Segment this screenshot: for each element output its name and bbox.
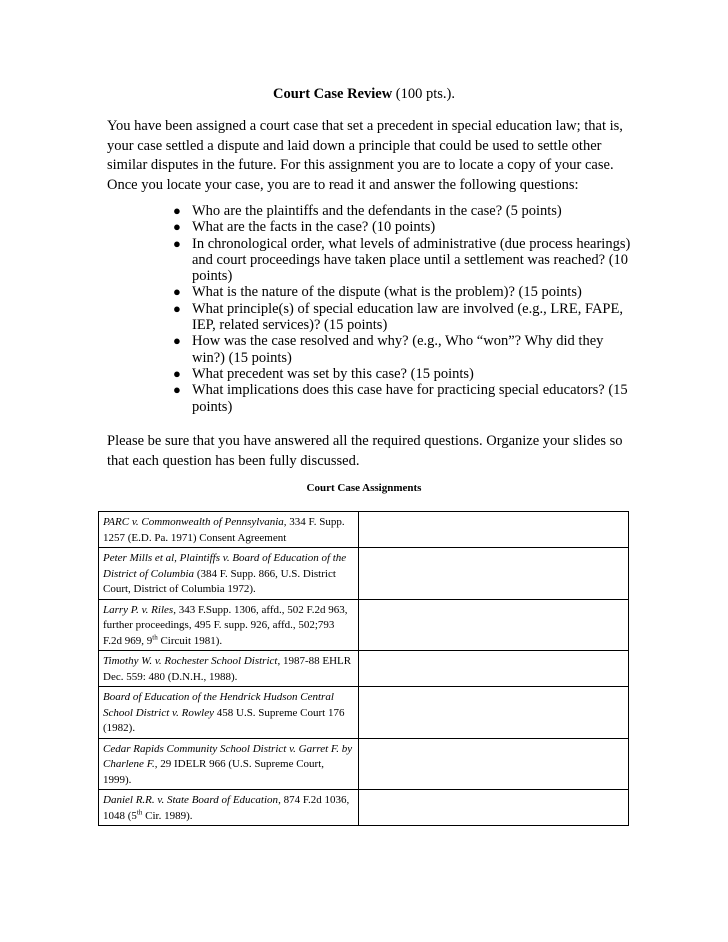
case-citation: 458 U.S. Supreme Court 176 (1982). bbox=[103, 706, 345, 734]
question-text: What is the nature of the dispute (what is the problem)? (15 points) bbox=[192, 284, 582, 301]
question-item bbox=[173, 333, 633, 366]
case-citation: 334 F. Supp. 1257 (E.D. Pa. 1971) Consent Agreement bbox=[103, 516, 345, 544]
case-name: PARC v. Commonwealth of Pennsylvania, bbox=[103, 516, 287, 528]
assignment-cell bbox=[359, 548, 629, 600]
case-citation-tail: Cir. 1989). bbox=[142, 809, 193, 822]
question-item bbox=[173, 366, 633, 382]
table-row bbox=[99, 512, 629, 548]
ordinal-suffix: th bbox=[136, 807, 143, 816]
title-points: (100 pts.). bbox=[392, 86, 456, 102]
case-name: Larry P. v. Riles bbox=[103, 603, 174, 616]
case-citation-tail: Circuit 1981). bbox=[157, 634, 223, 647]
bullet-icon: ● bbox=[173, 284, 181, 300]
case-name: Cedar Rapids Community School District v. Garret F. by Charlene F. bbox=[103, 742, 353, 770]
bullet-icon: ● bbox=[173, 365, 181, 381]
bullet-icon: ● bbox=[173, 203, 181, 218]
case-cell bbox=[99, 548, 359, 600]
bullet-icon: ● bbox=[173, 300, 181, 316]
case-name: Peter Mills et al, Plaintiffs v. Board of Education of the District of Columbia bbox=[103, 552, 347, 580]
case-assignments-table bbox=[98, 511, 629, 826]
case-cell bbox=[99, 599, 359, 651]
case-cell bbox=[99, 512, 359, 548]
assignment-cell bbox=[359, 738, 629, 790]
table-row bbox=[99, 548, 629, 600]
ordinal-suffix: th bbox=[152, 632, 158, 641]
question-text: What principle(s) of special education law are involved (e.g., LRE, FAPE, IEP, related services)? (15 points) bbox=[192, 300, 623, 334]
assignment-cell bbox=[359, 599, 629, 651]
assignment-cell bbox=[359, 651, 629, 687]
case-citation: , 874 F.2d 1036, 1048 (5 bbox=[103, 794, 350, 822]
table-title: Court Case Assignments bbox=[306, 482, 422, 494]
bullet-icon: ● bbox=[173, 382, 181, 398]
case-cell bbox=[99, 687, 359, 739]
question-text: What implications does this case have for practicing special educators? (15 points) bbox=[192, 382, 628, 415]
table-row bbox=[99, 738, 629, 790]
page-title bbox=[0, 86, 728, 103]
table-row bbox=[99, 599, 629, 651]
case-name: Daniel R.R. v. State Board of Education bbox=[103, 794, 279, 806]
assignment-cell bbox=[359, 687, 629, 739]
case-citation: , 1987-88 EHLR Dec. 559: 480 (D.N.H., 1988). bbox=[103, 655, 352, 683]
case-cell bbox=[99, 790, 359, 826]
case-cell bbox=[99, 738, 359, 790]
questions-list bbox=[173, 203, 633, 415]
case-name: Board of Education of the Hendrick Hudson Central School District v. Rowley bbox=[103, 691, 334, 719]
bullet-icon: ● bbox=[173, 333, 181, 349]
case-name: Timothy W. v. Rochester School District bbox=[103, 655, 278, 667]
table-row bbox=[99, 651, 629, 687]
question-text: Who are the plaintiffs and the defendants in the case? (5 points) bbox=[192, 203, 562, 219]
question-item bbox=[173, 203, 633, 219]
bullet-icon: ● bbox=[173, 219, 181, 235]
table-row bbox=[99, 790, 629, 826]
question-item bbox=[173, 236, 633, 285]
intro-paragraph: You have been assigned a court case that set a precedent in special education law; that is, your case settled a dispute and laid down a principle that could be used to settle other similar disputes in the future. For this assignment you are to locate a copy of your case. Once you locate your case, you are to read it and answer the following questions: bbox=[107, 118, 623, 193]
question-item bbox=[173, 284, 633, 300]
case-citation: , 343 F.Supp. 1306, affd., 502 F.2d 963, further proceedings, 495 F. supp. 926, affd., 502;793 F.2d 969, 9 bbox=[103, 603, 348, 647]
case-citation: , 29 IDELR 966 (U.S. Supreme Court, 1999). bbox=[103, 758, 325, 786]
question-item bbox=[173, 382, 633, 415]
closing-paragraph: Please be sure that you have answered all the required questions. Organize your slides so that each question has been fully discussed. bbox=[107, 433, 623, 469]
case-citation: (384 F. Supp. 866, U.S. District Court, District of Columbia 1972). bbox=[103, 567, 336, 595]
bullet-icon: ● bbox=[173, 235, 181, 251]
assignment-cell bbox=[359, 790, 629, 826]
question-text: What precedent was set by this case? (15 points) bbox=[192, 365, 474, 382]
question-text: What are the facts in the case? (10 points) bbox=[192, 219, 436, 236]
question-item bbox=[173, 219, 633, 235]
question-text: In chronological order, what levels of administrative (due process hearings) and court proceedings have taken place until a settlement was reached? (10 points) bbox=[192, 235, 631, 285]
title-text: Court Case Review bbox=[272, 86, 393, 102]
question-text: How was the case resolved and why? (e.g., Who “won”? Why did they win?) (15 points) bbox=[192, 333, 604, 366]
question-item bbox=[173, 301, 633, 334]
assignment-cell bbox=[359, 512, 629, 548]
case-cell bbox=[99, 651, 359, 687]
table-row bbox=[99, 687, 629, 739]
